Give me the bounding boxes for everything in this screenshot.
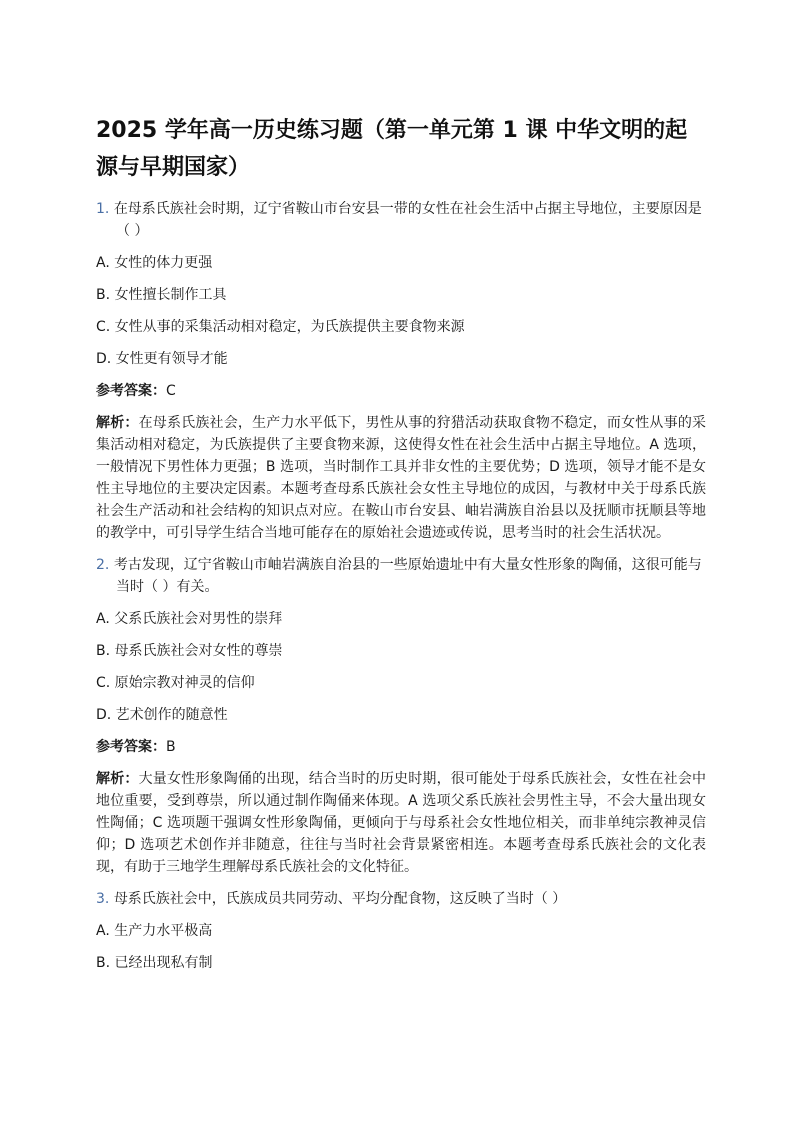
question-2 [96,554,706,878]
question-2-answer [96,736,706,758]
question-2-option-d: D. 艺术创作的随意性 [96,707,228,723]
question-3-option-b: B. 已经出现私有制 [96,955,213,971]
question-1 [96,198,706,544]
answer-value: B [166,739,176,755]
question-1-answer [96,380,706,402]
question-3 [96,888,706,974]
question-1-number: 1. [96,201,110,217]
question-2-text: 考古发现，辽宁省鞍山市岫岩满族自治县的一些原始遗址中有大量女性形象的陶俑，这很可能与当时（ ）有关。 [113,557,702,595]
question-1-option-d: D. 女性更有领导才能 [96,351,228,367]
question-3-stem [96,888,706,910]
document-page [96,112,706,984]
analysis-text: 大量女性形象陶俑的出现，结合当时的历史时期，很可能处于母系氏族社会，女性在社会中地位重要，受到尊崇，所以通过制作陶俑来体现。A 选项父系氏族社会男性主导，不会大量出现女性陶俑；C 选项题干强调女性形象陶俑，更倾向于与母系社会女性地位相关，而非单纯宗教神灵信仰；D 选项艺术创作并非随意，往往与当时社会背景紧密相连。本题考查母系氏族社会的文化表现，有助于三地学生理解母系氏族社会的文化特征。 [96,771,707,875]
question-3-number: 3. [96,891,110,907]
question-1-option-c: C. 女性从事的采集活动相对稳定，为氏族提供主要食物来源 [96,319,465,335]
analysis-text: 在母系氏族社会，生产力水平低下，男性从事的狩猎活动获取食物不稳定，而女性从事的采集活动相对稳定，为氏族提供了主要食物来源，这使得女性在社会生活中占据主导地位。A 选项，一般情况下男性体力更强；B 选项，当时制作工具并非女性的主要优势；D 选项，领导才能不是女性主导地位的主要决定因素。本题考查母系氏族社会女性主导地位的成因，与教材中关于母系氏族社会生产活动和社会结构的知识点对应。在鞍山市台安县、岫岩满族自治县以及抚顺市抚顺县等地的教学中，可引导学生结合当地可能存在的原始社会遗迹或传说，思考当时的社会生活状况。 [96,415,707,541]
question-2-option-a: A. 父系氏族社会对男性的崇拜 [96,611,283,627]
question-2-option-b: B. 母系氏族社会对女性的尊崇 [96,643,283,659]
question-3-option-a: A. 生产力水平极高 [96,923,213,939]
question-2-analysis [96,768,706,878]
question-2-number: 2. [96,557,110,573]
question-1-stem [96,198,706,242]
question-1-option-b: B. 女性擅长制作工具 [96,287,227,303]
question-2-option-c: C. 原始宗教对神灵的信仰 [96,675,255,691]
question-1-text: 在母系氏族社会时期，辽宁省鞍山市台安县一带的女性在社会生活中占据主导地位，主要原因是（ ） [113,201,702,239]
question-2-stem [96,554,706,598]
analysis-label: 解析： [96,415,139,431]
question-3-text: 母系氏族社会中，氏族成员共同劳动、平均分配食物，这反映了当时（ ） [113,891,567,907]
answer-label: 参考答案： [96,739,166,755]
answer-value: C [166,383,176,399]
question-1-analysis [96,412,706,544]
answer-label: 参考答案： [96,383,166,399]
analysis-label: 解析： [96,771,139,787]
document-title: 2025 学年高一历史练习题（第一单元第 1 课 中华文明的起源与早期国家） [96,118,688,180]
question-1-option-a: A. 女性的体力更强 [96,255,213,271]
